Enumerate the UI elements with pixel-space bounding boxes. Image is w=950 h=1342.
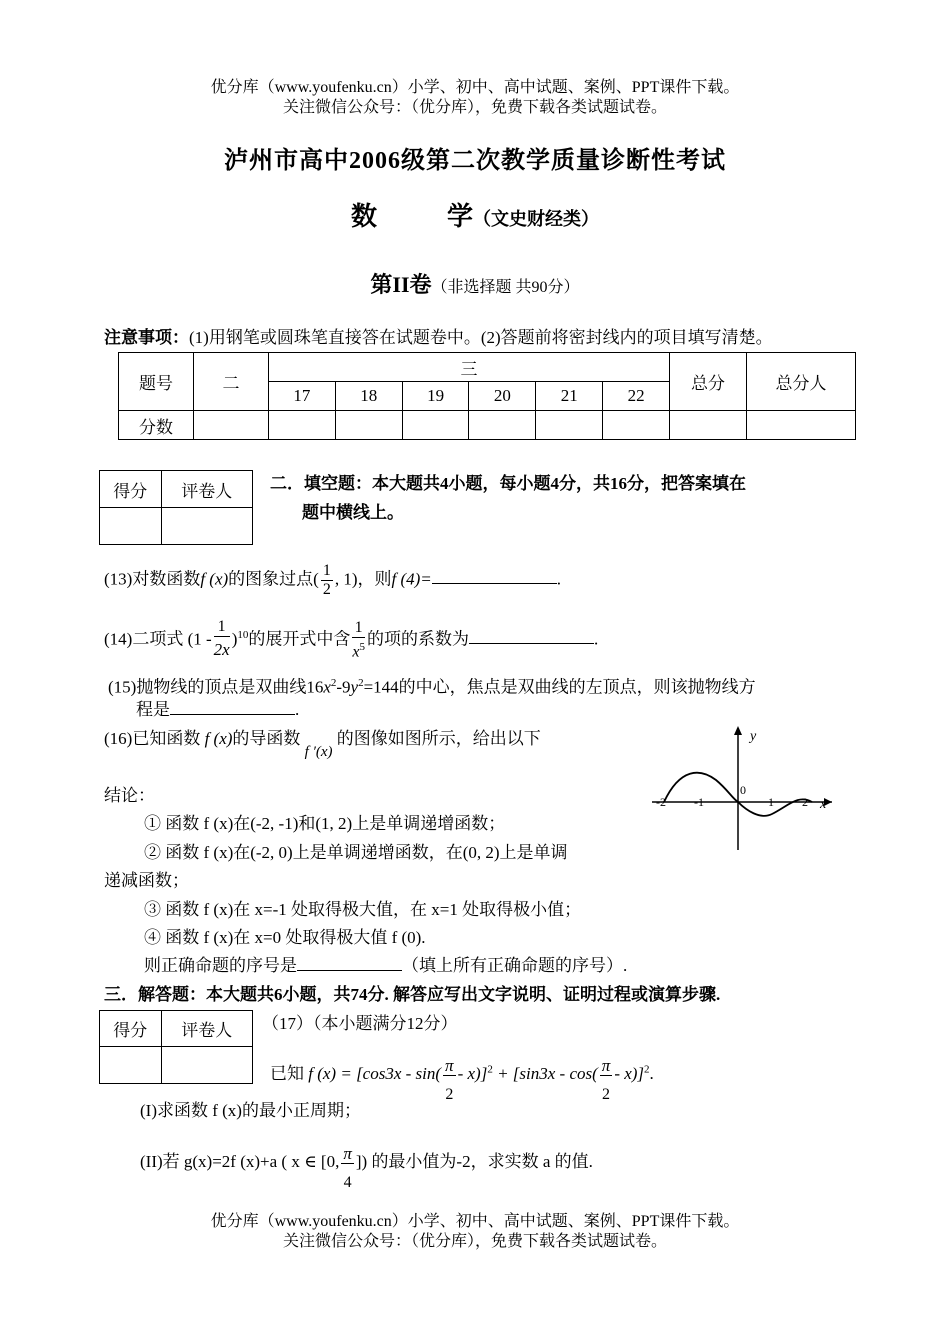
col-scorer: 总分人 [747, 353, 856, 411]
origin-label: 0 [740, 783, 746, 797]
q14-frac2-den: x [352, 643, 360, 661]
section3-heading: 三．解答题：本大题共6小题，共74分. 解答应写出文字说明、证明过程或演算步骤. [104, 985, 721, 1004]
question-15-line-2 [136, 697, 299, 723]
subject-note: （文史财经类） [473, 209, 600, 229]
q14-rest: 的项的系数为 [366, 629, 469, 649]
question-13 [104, 562, 561, 599]
q17-pi: π [343, 1144, 352, 1163]
q16-ask [144, 953, 627, 979]
q13-fraction [321, 562, 333, 599]
q15-x: x [323, 677, 331, 697]
q17-two: 2 [602, 1086, 611, 1103]
q13-frac-num: 1 [322, 562, 331, 579]
exam-title: 泸州市高中2006级第二次教学质量诊断性考试 [224, 148, 726, 174]
q14-fraction-2 [352, 619, 365, 661]
tick-label: 1 [768, 795, 774, 809]
grade-grader-cell[interactable] [161, 508, 252, 545]
q16-part-b: 的导函数 [232, 729, 301, 748]
q13-rest: )，则 [351, 569, 392, 589]
grade-score-cell[interactable] [100, 508, 162, 545]
q13-after-frac: , 1 [334, 569, 352, 589]
q14-frac2-exp: 5 [359, 641, 365, 654]
q17-formula-b: - x)] [457, 1063, 488, 1083]
q16-conclusion-3: ③ 函数 f (x)在 x=-1 处取得极大值，在 x=1 处取得极小值； [144, 900, 582, 919]
q16-fprime: f ′(x) [304, 744, 333, 760]
volume-note: （非选择题 共90分） [431, 279, 580, 296]
q17-part-2 [140, 1134, 593, 1192]
q14-frac-den: 2x [213, 640, 230, 659]
tick-label: -2 [656, 795, 666, 809]
score-cell[interactable] [194, 411, 269, 440]
q17-part2-b: 的最小值为-2，求实数 a 的值. [371, 1151, 593, 1171]
q15-part-b: =144的中心，焦点是双曲线的左顶点，则该抛物线方 [363, 677, 756, 697]
score-cell[interactable] [536, 411, 603, 440]
score-cell[interactable] [603, 411, 670, 440]
q15-line2: 程是 [136, 700, 170, 719]
q13-mid: 的图象过点( [228, 569, 319, 589]
q17-part-1: (I)求函数 f (x)的最小正周期； [140, 1101, 361, 1120]
question-16-line-1 [104, 726, 541, 760]
grade-score-label: 得分 [100, 1011, 162, 1047]
sub-col: 19 [402, 382, 469, 411]
q13-frac-den: 2 [322, 581, 331, 598]
q15-answer-blank[interactable] [170, 698, 295, 715]
q16-ask-end: （填上所有正确命题的序号）. [402, 956, 628, 975]
q17-formula-a: f (x) = [cos3x - sin( [308, 1063, 442, 1083]
q14-exponent: 10 [237, 628, 249, 641]
sub-col: 22 [603, 382, 670, 411]
grade-box-section2 [99, 470, 253, 545]
y-axis-arrow [734, 726, 742, 735]
q13-prefix: (13)对数函数 [104, 569, 201, 589]
q16-conclusion-2a: ② 函数 f (x)在(-2, 0)上是单调递增函数，在(0, 2)上是单调 [144, 843, 568, 862]
q16-fx: f (x) [204, 729, 233, 748]
q14-paren: (1 - [187, 629, 212, 649]
q16-conclusion-label: 结论： [104, 786, 155, 805]
q14-mid: 的展开式中含 [248, 629, 351, 649]
q17-head: （17）（本小题满分12分） [262, 1014, 458, 1033]
q15-minus: -9 [336, 677, 351, 697]
q17-pi: π [601, 1056, 611, 1075]
footer-line-2: 关注微信公众号：（优分库），免费下载各类试题试卷。 [282, 1233, 667, 1250]
q14-fraction [214, 618, 230, 663]
score-cell[interactable] [402, 411, 469, 440]
q16-answer-blank[interactable] [297, 954, 402, 971]
q14-frac2-num: 1 [352, 619, 365, 638]
subject-char-2: 学 [447, 202, 474, 231]
q15-y: y [350, 677, 359, 697]
header-line-2: 关注微信公众号：（优分库），免费下载各类试题试卷。 [282, 99, 667, 116]
q17-frac-2 [600, 1046, 613, 1104]
q13-end: . [556, 569, 562, 589]
q17-domain-b: ]) [355, 1151, 368, 1171]
score-cell[interactable] [335, 411, 402, 440]
q13-answer-blank[interactable] [432, 567, 557, 584]
q16-part-c: 的图像如图所示，给出以下 [336, 729, 541, 748]
q16-conclusion-2b: 递减函数； [104, 871, 189, 890]
sub-col: 18 [335, 382, 402, 411]
score-cell[interactable] [269, 411, 336, 440]
q15-part-a: (15)抛物线的顶点是双曲线16 [108, 677, 324, 697]
score-cell[interactable] [469, 411, 536, 440]
q13-fx: f (x) [200, 569, 229, 589]
sub-col: 20 [469, 382, 536, 411]
notice [104, 325, 773, 351]
q14-frac-num: 1 [214, 618, 230, 637]
grade-box-section3 [99, 1010, 253, 1084]
q17-formula-c: + [sin3x - cos( [492, 1063, 598, 1083]
section2-heading-1: 二．填空题：本大题共4小题，每小题4分，共16分，把答案填在 [270, 474, 746, 493]
q17-frac-3 [341, 1134, 354, 1192]
tick-label: 2 [802, 795, 808, 809]
q17-formula [270, 1046, 654, 1104]
q17-domain-a: ( x ∈ [0, [281, 1151, 340, 1171]
sub-col: 21 [536, 382, 603, 411]
q13-f4: f (4)= [391, 569, 432, 589]
score-row-label: 分数 [119, 411, 194, 440]
x-label: x [820, 797, 827, 812]
col-two: 二 [194, 353, 269, 411]
volume-main: 第II卷 [370, 272, 432, 297]
col-three: 三 [269, 353, 670, 382]
q17-frac-1 [443, 1046, 456, 1104]
score-cell[interactable] [670, 411, 747, 440]
derivative-graph [648, 722, 838, 852]
grade-grader-label: 评卷人 [161, 1011, 252, 1047]
grade-grader-label: 评卷人 [161, 471, 252, 508]
grade-score-label: 得分 [100, 471, 162, 508]
q15-sq2: 2 [358, 677, 364, 689]
q16-part-a: (16)已知函数 [104, 729, 201, 748]
row-label: 题号 [119, 353, 194, 411]
q15-sq1: 2 [330, 677, 337, 689]
q17-end: . [649, 1063, 654, 1083]
q16-conclusion-1: ① 函数 f (x)在(-2, -1)和(1, 2)上是单调递增函数； [144, 814, 506, 833]
tick-label: -1 [694, 795, 704, 809]
volume-heading [0, 268, 950, 299]
notice-label: 注意事项： [104, 328, 189, 347]
score-cell[interactable] [747, 411, 856, 440]
notice-text: (1)用钢笔或圆珠笔直接答在试题卷中。(2)答题前将密封线内的项目填写清楚。 [189, 328, 773, 347]
q14-answer-blank[interactable] [469, 627, 594, 644]
subject-heading [0, 196, 950, 233]
grade-grader-cell[interactable] [161, 1047, 252, 1084]
q17-part2-a: (II)若 g(x)=2f (x)+a [140, 1151, 278, 1171]
grade-score-cell[interactable] [100, 1047, 162, 1084]
y-label: y [750, 729, 757, 744]
question-14: (14)二项式 (1 - $\frac{1}{2x} )^{10}$的展开式中含 $\frac{1}{x^5}$ 的项的系数为 . [104, 618, 598, 663]
q17-four: 4 [343, 1174, 352, 1191]
score-table [118, 352, 856, 440]
footer-line-1: 优分库（www.youfenku.cn）小学、初中、高中试题、案例、PPT课件下载。 [210, 1213, 740, 1230]
subject-char-1: 数 [350, 202, 377, 231]
q15-end: . [295, 700, 300, 719]
q17-sq: 2 [644, 1063, 650, 1076]
section2-heading-2: 题中横线上。 [302, 503, 404, 522]
q17-two: 2 [445, 1086, 454, 1103]
q17-sq: 2 [487, 1063, 493, 1076]
q14-prefix: (14)二项式 [104, 629, 184, 649]
q17-pi: π [445, 1056, 454, 1075]
q14-end: . [593, 629, 599, 649]
q16-conclusion-4: ④ 函数 f (x)在 x=0 处取得极大值 f (0). [144, 928, 426, 947]
q17-formula-d: - x)] [614, 1063, 645, 1083]
q17-given: 已知 [270, 1063, 304, 1083]
header-line-1: 优分库（www.youfenku.cn）小学、初中、高中试题、案例、PPT课件下载。 [210, 79, 740, 96]
q16-ask-text: 则正确命题的序号是 [144, 956, 297, 975]
col-total: 总分 [670, 353, 747, 411]
sub-col: 17 [269, 382, 336, 411]
